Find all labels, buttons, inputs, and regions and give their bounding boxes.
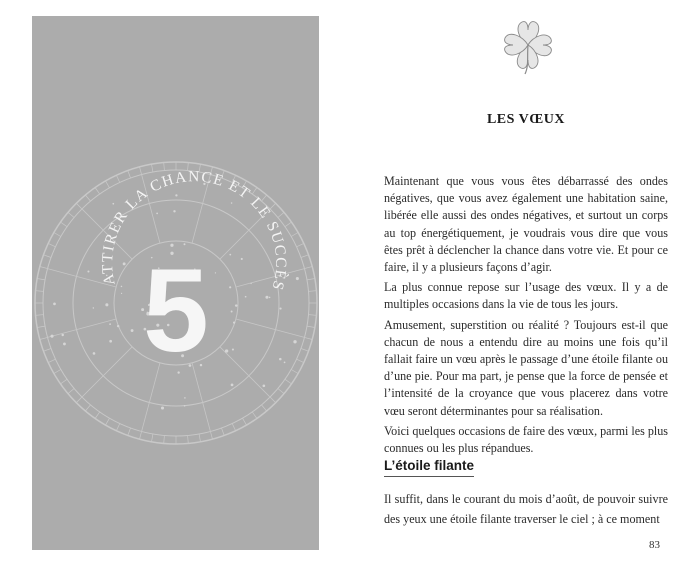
wheel-tick bbox=[291, 370, 298, 374]
wheel-tick bbox=[36, 291, 44, 292]
wheel-tick bbox=[270, 397, 276, 403]
wheel-tick bbox=[140, 431, 142, 439]
star-dot bbox=[265, 296, 268, 299]
star-dot bbox=[117, 325, 119, 327]
wheel-tick bbox=[95, 187, 100, 194]
wheel-tick bbox=[106, 418, 110, 425]
wheel-tick bbox=[243, 418, 247, 425]
wheel-tick bbox=[44, 348, 52, 351]
star-dot bbox=[53, 303, 56, 306]
wheel-tick bbox=[76, 397, 82, 403]
star-dot bbox=[109, 323, 111, 325]
wheel-tick bbox=[304, 337, 312, 339]
wheel-tick bbox=[140, 167, 142, 175]
wheel-tick bbox=[297, 359, 304, 362]
star-dot bbox=[63, 343, 66, 346]
star-dot bbox=[229, 286, 231, 288]
star-dot bbox=[231, 310, 233, 312]
wheel-tick bbox=[76, 203, 82, 209]
star-dot bbox=[93, 307, 94, 308]
wheel-tick bbox=[40, 267, 48, 269]
wheel-tick bbox=[60, 379, 67, 384]
wheel-tick bbox=[54, 370, 61, 374]
wheel-tick bbox=[210, 431, 212, 439]
wheel-tick bbox=[164, 435, 165, 443]
wheel-tick bbox=[308, 315, 316, 316]
wheel-tick bbox=[48, 243, 55, 246]
star-dot bbox=[93, 352, 96, 355]
wheel-tick bbox=[232, 424, 235, 431]
paragraph: La plus connue repose sur l’usage des vœux. Il y a de multiples occasions dans la vie de tous les jours. bbox=[384, 280, 668, 312]
wheel-tick bbox=[44, 255, 52, 258]
wheel-tick bbox=[48, 359, 55, 362]
wheel-tick bbox=[68, 388, 74, 393]
star-dot bbox=[232, 348, 234, 350]
star-dot bbox=[279, 358, 281, 360]
wheel-tick bbox=[307, 279, 315, 280]
star-dot bbox=[109, 340, 112, 343]
wheel-tick bbox=[297, 243, 304, 246]
star-dot bbox=[263, 384, 266, 387]
wheel-tick bbox=[40, 337, 48, 339]
subsection-paragraph: Il suffit, dans le courant du mois d’août, de pouvoir suivre des yeux une étoile filante traverser le ciel ; à ce moment bbox=[384, 492, 668, 526]
star-dot bbox=[161, 406, 164, 409]
wheel-tick bbox=[36, 315, 44, 316]
star-dot bbox=[296, 277, 299, 280]
wheel-tick bbox=[164, 163, 165, 171]
star-dot bbox=[105, 303, 108, 306]
wheel-tick bbox=[95, 412, 100, 419]
wheel-tick bbox=[301, 348, 309, 351]
wheel-tick bbox=[285, 222, 292, 227]
star-dot bbox=[250, 283, 251, 284]
star-dot bbox=[131, 329, 134, 332]
chapter-number: 5 bbox=[143, 245, 209, 377]
star-dot bbox=[61, 334, 63, 336]
subsection-title: L’étoile filante bbox=[384, 458, 474, 477]
section-title: LES VŒUX bbox=[486, 112, 566, 127]
subsection-header bbox=[384, 455, 668, 477]
star-dot bbox=[231, 202, 233, 204]
wheel-tick bbox=[304, 267, 312, 269]
wheel-tick bbox=[278, 212, 284, 217]
star-dot bbox=[215, 272, 216, 273]
star-dot bbox=[233, 321, 235, 323]
wheel-tick bbox=[152, 164, 153, 172]
wheel-tick bbox=[128, 171, 131, 179]
star-dot bbox=[121, 293, 122, 294]
star-dot bbox=[241, 258, 243, 260]
star-dot bbox=[245, 296, 247, 298]
wheel-tick bbox=[285, 379, 292, 384]
wheel-spoke bbox=[48, 319, 117, 337]
wheel-tick bbox=[308, 291, 316, 292]
wheel-tick bbox=[307, 326, 315, 327]
star-dot bbox=[184, 405, 185, 406]
paragraph: Voici quelques occasions de faire des vœux, parmi les plus connues ou les plus répandues. bbox=[384, 423, 668, 456]
wheel-tick bbox=[68, 212, 74, 217]
chapter-cover-panel bbox=[32, 16, 319, 550]
star-dot bbox=[279, 307, 281, 309]
star-dot bbox=[184, 397, 186, 399]
wheel-tick bbox=[54, 233, 61, 237]
wheel-tick bbox=[37, 326, 45, 327]
star-dot bbox=[121, 286, 123, 288]
wheel-tick bbox=[116, 175, 119, 182]
star-dot bbox=[293, 340, 296, 343]
wheel-tick bbox=[301, 255, 309, 258]
section-body bbox=[384, 173, 668, 460]
paragraph: Maintenant que vous vous êtes débarrassé des ondes négatives, que vous avez également une habitation saine, libérée elle aussi des ondes négatives, et surtout un corps au top énergétiquement, je voudrais vous dire que vous êtes prêt à déclencher la chance dans votre vie. Et pour ce faire, il y a plusieurs façons d’agir. bbox=[384, 174, 668, 275]
star-dot bbox=[50, 335, 53, 338]
wheel-spoke bbox=[220, 347, 270, 397]
wheel-spoke bbox=[82, 347, 132, 397]
star-dot bbox=[269, 297, 271, 299]
wheel-tick bbox=[116, 424, 119, 431]
wheel-tick bbox=[37, 279, 45, 280]
star-dot bbox=[229, 254, 231, 256]
star-dot bbox=[231, 383, 234, 386]
star-dot bbox=[123, 262, 126, 265]
wheel-tick bbox=[188, 435, 189, 443]
wheel-tick bbox=[291, 233, 298, 237]
paragraph: Amusement, superstition ou réalité ? Toujours est-il que chacun de nous a entendu dire au moins une fois qu’il fallait faire un vœu après le passage d’une étoile filante ou d’une pie. Pour ma part, je pense que la force de pensée et l’intensité de la croyance que vous placerez dans votre vœu seront déterminantes pour sa réalisation. bbox=[384, 317, 668, 418]
four-leaf-clover-icon bbox=[497, 16, 559, 76]
wheel-tick bbox=[199, 434, 200, 442]
star-dot bbox=[175, 194, 177, 196]
wheel-tick bbox=[60, 222, 67, 227]
star-dot bbox=[87, 270, 89, 272]
chapter-title: ATTIRER LA CHANCE ET LE SUCCÈS bbox=[99, 168, 290, 293]
wheel-tick bbox=[278, 388, 284, 393]
wheel-tick bbox=[85, 195, 90, 201]
wheel-tick bbox=[128, 428, 131, 436]
wheel-tick bbox=[221, 428, 224, 436]
wheel-tick bbox=[252, 412, 257, 419]
wheel-tick bbox=[85, 405, 90, 411]
wheel-tick bbox=[106, 181, 110, 188]
zodiac-wheel-illustration bbox=[32, 16, 319, 550]
star-dot bbox=[173, 210, 175, 212]
star-dot bbox=[156, 212, 158, 214]
page-number: 83 bbox=[649, 539, 660, 551]
star-dot bbox=[112, 203, 114, 205]
wheel-tick bbox=[261, 405, 266, 411]
star-dot bbox=[225, 349, 228, 352]
wheel-tick bbox=[152, 434, 153, 442]
wheel-spoke bbox=[236, 319, 305, 337]
star-dot bbox=[235, 304, 237, 306]
star-dot bbox=[284, 362, 286, 364]
